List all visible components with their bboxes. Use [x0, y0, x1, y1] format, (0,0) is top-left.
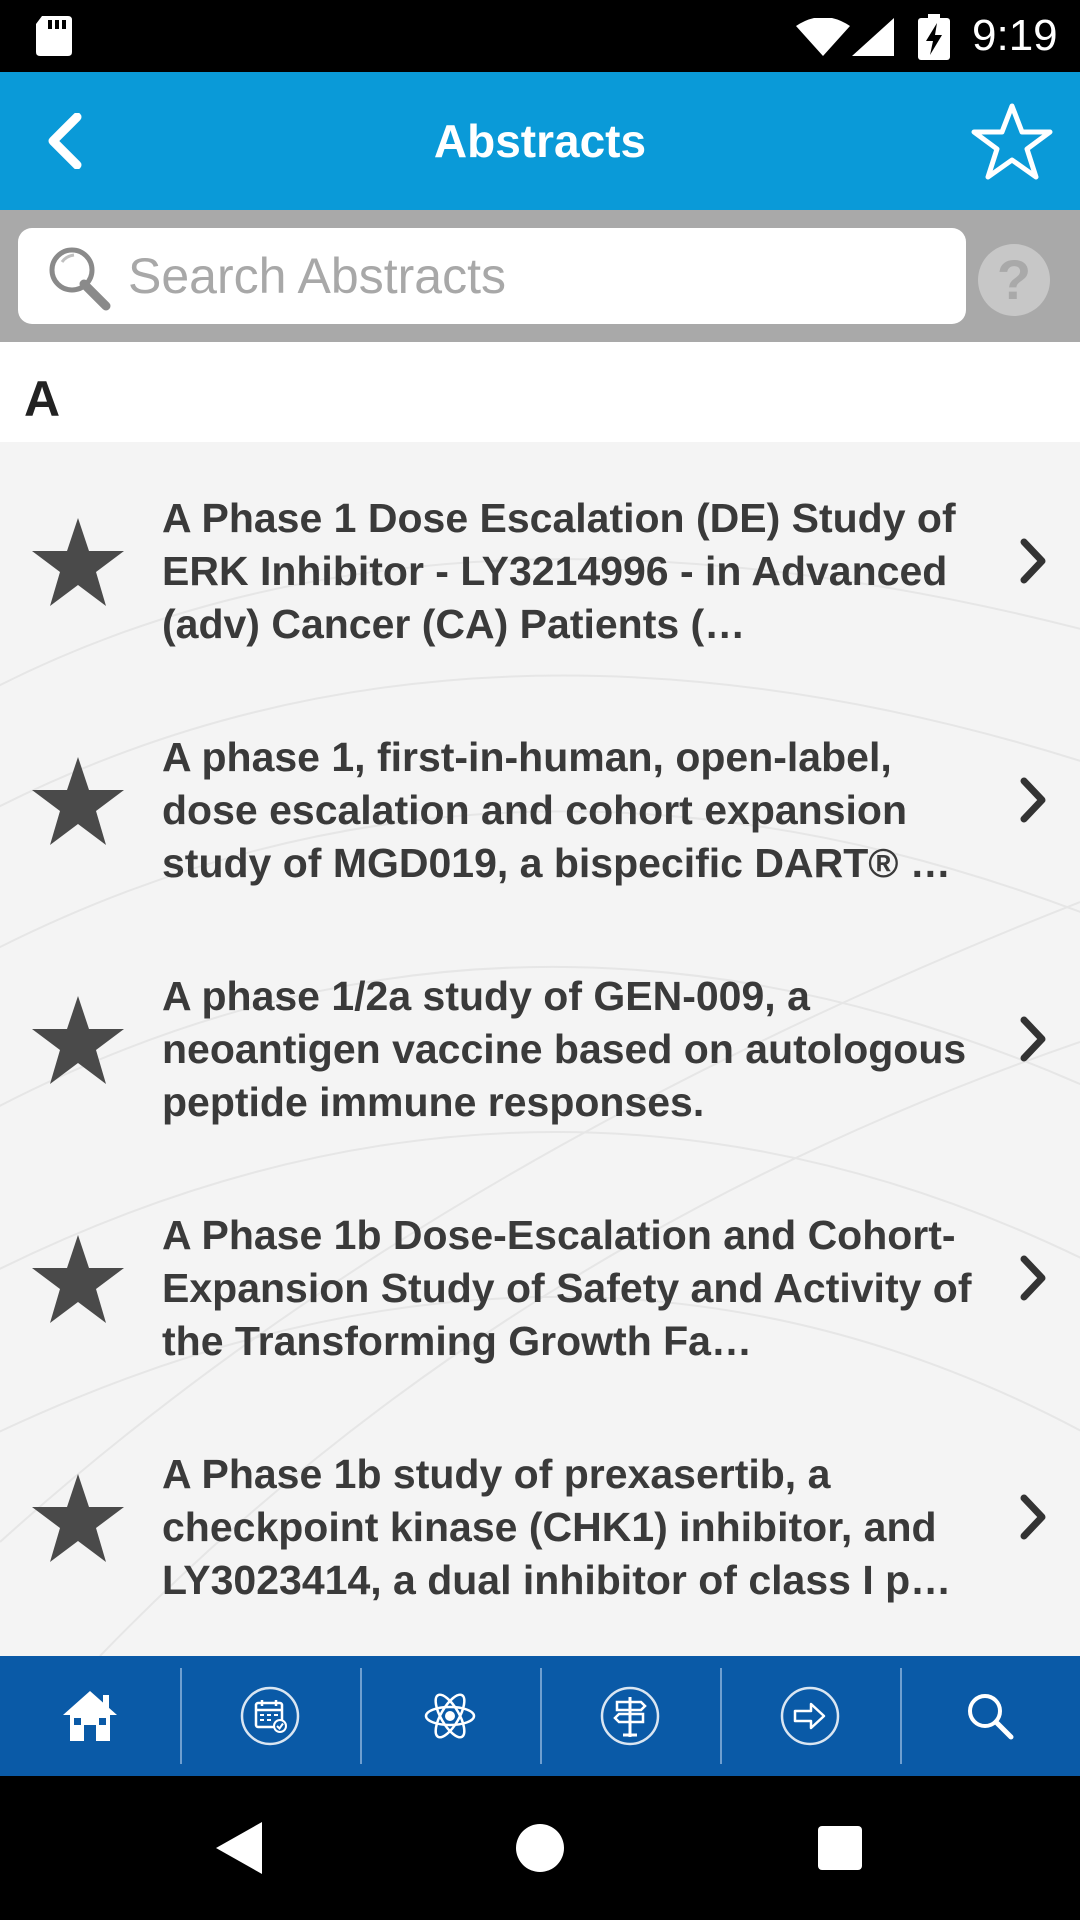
calendar-check-icon [239, 1685, 301, 1747]
search-input[interactable] [128, 238, 948, 314]
abstract-title: A phase 1, first-in-human, open-label, dose escalation and cohort expansion study of MGD019, a bispecific DART® … [162, 734, 951, 886]
signal-icon [852, 18, 894, 56]
list-item[interactable] [0, 681, 1080, 920]
list-item[interactable] [0, 1398, 1080, 1637]
battery-charging-icon [918, 14, 950, 60]
clock: 9:19 [972, 11, 1058, 60]
chevron-right-icon [1018, 1253, 1048, 1303]
abstract-title: A phase 1/2a study of GEN-009, a neoantigen vaccine based on autologous peptide immune responses. [162, 973, 967, 1125]
abstract-title: A Phase 1b study of prexasertib, a checkpoint kinase (CHK1) inhibitor, and LY3023414, a dual inhibitor of class I p… [162, 1451, 952, 1603]
star-icon[interactable] [30, 1470, 126, 1566]
abstract-title: A Phase 1b Dose-Escalation and Cohort-Expansion Study of Safety and Activity of the Transforming Growth Fa… [162, 1212, 972, 1364]
tab-directions[interactable] [540, 1656, 720, 1776]
app-header [0, 72, 1080, 210]
nav-back-icon[interactable] [214, 1820, 264, 1876]
status-bar [0, 0, 1080, 72]
tab-search[interactable] [900, 1656, 1080, 1776]
wifi-icon [796, 18, 850, 56]
search-box[interactable] [18, 228, 966, 324]
chevron-right-icon [1018, 1014, 1048, 1064]
arrow-right-circle-icon [779, 1685, 841, 1747]
atom-icon [419, 1685, 481, 1747]
search-icon [44, 242, 116, 314]
help-icon: ? [996, 248, 1032, 311]
nav-recents-icon[interactable] [818, 1826, 862, 1870]
search-icon [959, 1685, 1021, 1747]
tab-navigate[interactable] [720, 1656, 900, 1776]
nav-home-icon[interactable] [516, 1824, 564, 1872]
tab-schedule[interactable] [180, 1656, 360, 1776]
tab-home[interactable] [0, 1656, 180, 1776]
section-header [0, 342, 1080, 442]
tab-science[interactable] [360, 1656, 540, 1776]
chevron-right-icon [1018, 536, 1048, 586]
star-icon[interactable] [30, 514, 126, 610]
section-letter: A [24, 371, 61, 427]
chevron-right-icon [1018, 1492, 1048, 1542]
abstract-title: A Phase 1 Dose Escalation (DE) Study of ERK Inhibitor - LY3214996 - in Advanced (adv) Cancer (CA) Patients (… [162, 495, 956, 647]
bottom-tab-bar [0, 1656, 1080, 1776]
search-bar [0, 210, 1080, 342]
page-title: Abstracts [433, 115, 647, 167]
list-item[interactable] [0, 442, 1080, 681]
star-icon[interactable] [30, 992, 126, 1088]
star-icon[interactable] [30, 1231, 126, 1327]
list-item[interactable] [0, 1159, 1080, 1398]
sd-card-icon [36, 16, 72, 56]
chevron-right-icon [1018, 775, 1048, 825]
help-button[interactable] [978, 244, 1050, 316]
system-nav-bar [0, 1776, 1080, 1920]
signpost-icon [599, 1685, 661, 1747]
home-icon [59, 1685, 121, 1747]
star-icon[interactable] [30, 753, 126, 849]
star-outline-icon[interactable] [970, 100, 1054, 184]
list-item[interactable] [0, 920, 1080, 1159]
abstracts-list[interactable] [0, 342, 1080, 1656]
